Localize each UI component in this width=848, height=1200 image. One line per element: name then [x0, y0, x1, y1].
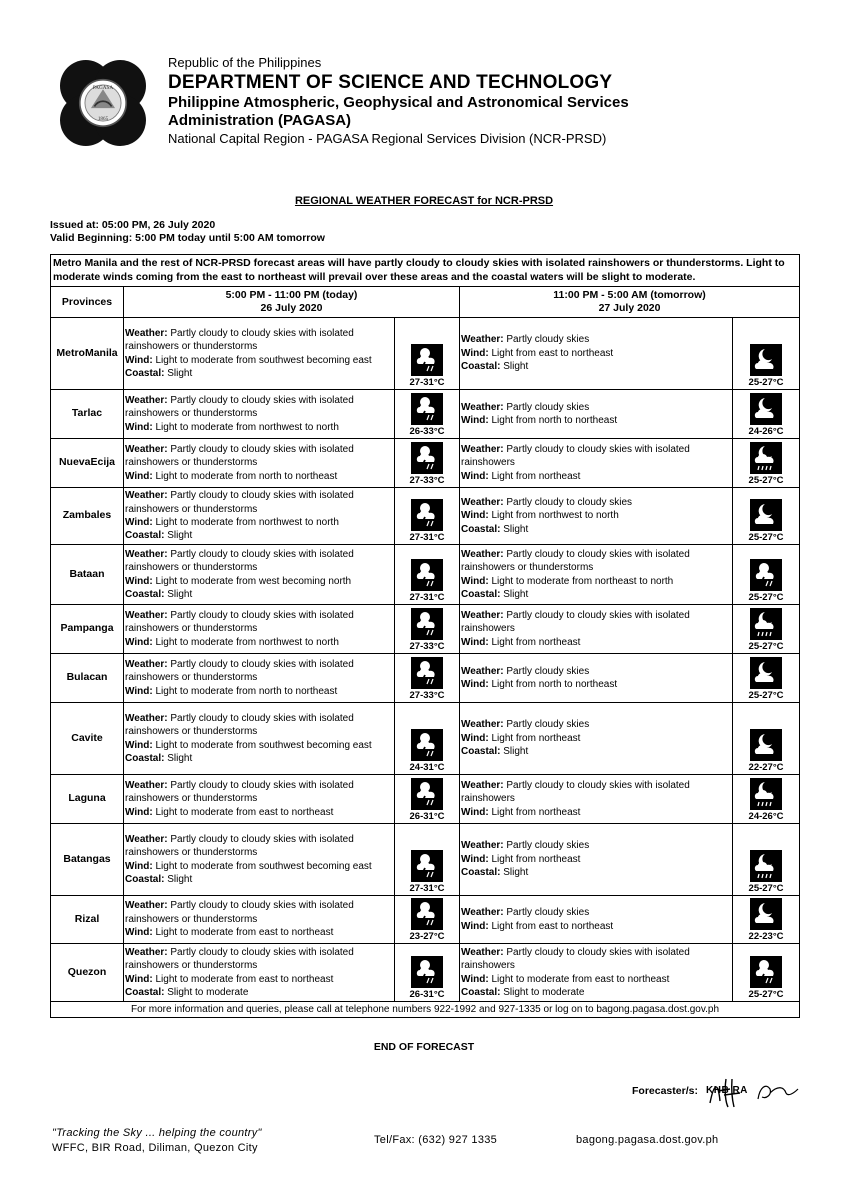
- partly-cloudy-night-icon: [733, 499, 799, 531]
- weather-line: Weather: Partly cloudy to cloudy skies with isolated rainshowers or thunderstorms: [125, 833, 354, 859]
- weather-line: Weather: Partly cloudy to cloudy skies with isolated rainshowers or thunderstorms: [125, 443, 354, 469]
- rainshower-night-icon: [733, 442, 799, 474]
- weather-line: Weather: Partly cloudy to cloudy skies with isolated rainshowers: [461, 609, 690, 635]
- bottom-tagline: [52, 1126, 262, 1156]
- period1-temp: 26-31°C: [409, 811, 445, 822]
- period2-icon-cell: [733, 390, 800, 439]
- period2-forecast: [460, 775, 733, 824]
- period2-temp: 25-27°C: [748, 641, 784, 652]
- province-row: [51, 605, 800, 654]
- issued-at: Issued at: 05:00 PM, 26 July 2020: [50, 219, 216, 231]
- province-name: Bataan: [51, 545, 124, 605]
- wind-line: Wind: Light to moderate from northwest to north: [125, 517, 339, 528]
- valid-beginning: Valid Beginning: 5:00 PM today until 5:00 AM tomorrow: [50, 232, 325, 244]
- period1-icon-cell: [395, 944, 460, 1002]
- period2-temp: 25-27°C: [748, 475, 784, 486]
- period2-icon-cell: [733, 545, 800, 605]
- wind-line: Wind: Light from northeast: [461, 853, 581, 865]
- svg-text:1865: 1865: [97, 116, 109, 123]
- wind-line: Wind: Light to moderate from southwest becoming east: [125, 354, 372, 366]
- weather-line: Weather: Partly cloudy to cloudy skies with isolated rainshowers or thunderstorms: [125, 394, 354, 420]
- coastal-line: Coastal: Slight: [461, 746, 529, 758]
- coastal-line: Coastal: Slight: [125, 873, 193, 885]
- forecaster-signature: [700, 1073, 804, 1113]
- svg-text:PAGASA: PAGASA: [92, 85, 114, 92]
- weather-line: Weather: Partly cloudy to cloudy skies with isolated rainshowers or thunderstorms: [125, 490, 354, 515]
- period2-icon-cell: [733, 824, 800, 896]
- coastal-line: Coastal: Slight to moderate: [461, 986, 585, 998]
- province-row: [51, 545, 800, 605]
- province-name: Pampanga: [51, 605, 124, 654]
- weather-line: Weather: Partly cloudy skies: [461, 840, 590, 852]
- province-name: Zambales: [51, 488, 124, 545]
- coastal-line: Coastal: Slight: [125, 530, 193, 542]
- period2-temp: 22-27°C: [748, 762, 784, 773]
- motto: "Tracking the Sky ... helping the country": [52, 1127, 262, 1139]
- period1-icon-cell: [395, 824, 460, 896]
- thunderstorm-icon: [395, 850, 459, 882]
- weather-line: Weather: Partly cloudy to cloudy skies with isolated rainshowers or thunderstorms: [125, 548, 354, 574]
- period1-temp: 27-33°C: [409, 475, 445, 486]
- weather-line: Weather: Partly cloudy to cloudy skies with isolated rainshowers or thunderstorms: [461, 548, 690, 574]
- weather-line: Weather: Partly cloudy to cloudy skies with isolated rainshowers: [461, 946, 690, 972]
- weather-line: Weather: Partly cloudy to cloudy skies with isolated rainshowers or thunderstorms: [125, 779, 354, 805]
- rainshower-night-icon: [733, 850, 799, 882]
- period1-icon-cell: [395, 896, 460, 944]
- province-row: [51, 824, 800, 896]
- period1-icon-cell: [395, 318, 460, 390]
- period2-icon-cell: [733, 654, 800, 703]
- weather-line: Weather: Partly cloudy to cloudy skies with isolated rainshowers: [461, 779, 690, 805]
- wind-line: Wind: Light from northeast: [461, 806, 581, 818]
- period1-icon-cell: [395, 545, 460, 605]
- period2-forecast: [460, 944, 733, 1002]
- page-title: REGIONAL WEATHER FORECAST for NCR-PRSD: [294, 195, 554, 207]
- period2-forecast: [460, 824, 733, 896]
- period1-header: 5:00 PM - 11:00 PM (today) 26 July 2020: [124, 287, 460, 318]
- weather-line: Weather: Partly cloudy to cloudy skies with isolated rainshowers or thunderstorms: [125, 712, 354, 738]
- partly-cloudy-night-icon: [733, 898, 799, 930]
- issue-info: [50, 219, 325, 245]
- period2-icon-cell: [733, 944, 800, 1002]
- footer-note: For more information and queries, please call at telephone numbers 922-1992 and 927-1335 or log on to bagong.pagasa.dost.gov.ph: [51, 1002, 800, 1018]
- period1-forecast: [124, 944, 395, 1002]
- province-row: [51, 318, 800, 390]
- weather-line: Weather: Partly cloudy skies: [461, 334, 590, 346]
- partly-cloudy-night-icon: [733, 344, 799, 376]
- period2-forecast: [460, 488, 733, 545]
- thunderstorm-icon: [395, 778, 459, 810]
- coastal-line: Coastal: Slight to moderate: [125, 986, 249, 998]
- period2-forecast: [460, 703, 733, 775]
- thunderstorm-icon: [395, 898, 459, 930]
- partly-cloudy-night-icon: [733, 729, 799, 761]
- period2-icon-cell: [733, 896, 800, 944]
- provinces-header: Provinces: [51, 287, 124, 318]
- rainshower-night-icon: [733, 778, 799, 810]
- period1-forecast: [124, 605, 395, 654]
- thunderstorm-icon: [395, 499, 459, 531]
- period1-icon-cell: [395, 654, 460, 703]
- wind-line: Wind: Light to moderate from west becoming north: [125, 575, 352, 587]
- wind-line: Wind: Light from east to northeast: [461, 920, 614, 932]
- thunderstorm-icon: [395, 344, 459, 376]
- period1-forecast: [124, 390, 395, 439]
- period1-forecast: [124, 824, 395, 896]
- period2-icon-cell: [733, 775, 800, 824]
- telephone: Tel/Fax: (632) 927 1335: [374, 1134, 498, 1146]
- wind-line: Wind: Light to moderate from east to northeast: [125, 927, 334, 939]
- period2-icon-cell: [733, 318, 800, 390]
- coastal-line: Coastal: Slight: [461, 867, 529, 879]
- period2-temp: 25-27°C: [748, 690, 784, 701]
- period2-forecast: [460, 896, 733, 944]
- letterhead: [168, 55, 708, 146]
- province-name: NuevaEcija: [51, 439, 124, 488]
- thunderstorm-icon: [395, 393, 459, 425]
- province-name: Quezon: [51, 944, 124, 1002]
- pagasa-logo: [60, 60, 146, 146]
- period2-icon-cell: [733, 703, 800, 775]
- thunderstorm-icon: [395, 729, 459, 761]
- wind-line: Wind: Light from northeast: [461, 732, 581, 744]
- weather-line: Weather: Partly cloudy to cloudy skies with isolated rainshowers or thunderstorms: [125, 900, 354, 925]
- wind-line: Wind: Light from north to northeast: [461, 679, 618, 690]
- thunderstorm-icon: [395, 608, 459, 640]
- wind-line: Wind: Light to moderate from northeast to north: [461, 575, 674, 587]
- province-name: Bulacan: [51, 654, 124, 703]
- wind-line: Wind: Light to moderate from northwest to north: [125, 421, 339, 433]
- wind-line: Wind: Light from northwest to north: [461, 510, 619, 522]
- period1-temp: 27-31°C: [409, 883, 445, 894]
- forecast-table: [50, 254, 800, 1018]
- period1-icon-cell: [395, 390, 460, 439]
- period1-forecast: [124, 703, 395, 775]
- thunderstorm-icon: [395, 657, 459, 689]
- weather-line: Weather: Partly cloudy skies: [461, 907, 590, 919]
- weather-line: Weather: Partly cloudy to cloudy skies with isolated rainshowers or thunderstorms: [125, 609, 354, 635]
- wind-line: Wind: Light to moderate from southwest becoming east: [125, 860, 372, 872]
- partly-cloudy-night-icon: [733, 657, 799, 689]
- province-name: Tarlac: [51, 390, 124, 439]
- rainshower-night-icon: [733, 608, 799, 640]
- wind-line: Wind: Light to moderate from northwest to north: [125, 636, 339, 648]
- province-row: [51, 703, 800, 775]
- weather-line: Weather: Partly cloudy to cloudy skies with isolated rainshowers: [461, 443, 690, 469]
- period1-temp: 27-31°C: [409, 377, 445, 388]
- province-name: MetroManila: [51, 318, 124, 390]
- period1-temp: 24-31°C: [409, 762, 445, 773]
- weather-line: Weather: Partly cloudy to cloudy skies with isolated rainshowers or thunderstorms: [125, 946, 354, 972]
- period1-icon-cell: [395, 488, 460, 545]
- province-name: Rizal: [51, 896, 124, 944]
- thunderstorm-icon: [395, 559, 459, 591]
- wind-line: Wind: Light from north to northeast: [461, 415, 618, 426]
- period1-temp: 27-33°C: [409, 690, 445, 701]
- period2-temp: 25-27°C: [748, 592, 784, 603]
- period1-forecast: [124, 439, 395, 488]
- period2-forecast: [460, 390, 733, 439]
- coastal-line: Coastal: Slight: [461, 361, 529, 373]
- coastal-line: Coastal: Slight: [125, 752, 193, 764]
- period1-temp: 27-31°C: [409, 532, 445, 543]
- thunderstorm-icon: [733, 956, 799, 988]
- weather-line: Weather: Partly cloudy skies: [461, 401, 590, 413]
- period2-icon-cell: [733, 439, 800, 488]
- coastal-line: Coastal: Slight: [461, 588, 529, 600]
- period1-temp: 26-33°C: [409, 426, 445, 437]
- partly-cloudy-night-icon: [733, 393, 799, 425]
- agency-name: Philippine Atmospheric, Geophysical and Astronomical Services Administration (PAGASA): [168, 94, 629, 130]
- thunderstorm-icon: [395, 956, 459, 988]
- period1-temp: 23-27°C: [409, 931, 445, 942]
- period1-forecast: [124, 775, 395, 824]
- period1-forecast: [124, 896, 395, 944]
- wind-line: Wind: Light to moderate from southwest becoming east: [125, 739, 372, 751]
- province-row: [51, 775, 800, 824]
- period1-forecast: [124, 318, 395, 390]
- thunderstorm-icon: [733, 559, 799, 591]
- province-row: [51, 654, 800, 703]
- period1-temp: 27-31°C: [409, 592, 445, 603]
- period2-temp: 25-27°C: [748, 377, 784, 388]
- wind-line: Wind: Light from east to northeast: [461, 347, 614, 359]
- weather-line: Weather: Partly cloudy to cloudy skies: [461, 496, 633, 508]
- period1-forecast: [124, 654, 395, 703]
- period1-icon-cell: [395, 439, 460, 488]
- forecaster-label: Forecaster/s:: [632, 1085, 698, 1097]
- period2-icon-cell: [733, 605, 800, 654]
- division-name: National Capital Region - PAGASA Regional Services Division (NCR-PRSD): [168, 130, 607, 146]
- period2-forecast: [460, 605, 733, 654]
- period2-forecast: [460, 654, 733, 703]
- coastal-line: Coastal: Slight: [125, 588, 193, 600]
- coastal-line: Coastal: Slight: [461, 523, 529, 535]
- forecast-summary: Metro Manila and the rest of NCR-PRSD forecast areas will have partly cloudy to cloudy skies with isolated rainshowers or thunderstorms. Light to moderate winds coming from the east to northeast will prevail over these areas and the coastal waters will be slight to moderate.: [51, 255, 800, 287]
- period2-temp: 25-27°C: [748, 989, 784, 1000]
- province-row: [51, 488, 800, 545]
- period1-forecast: [124, 545, 395, 605]
- wind-line: Wind: Light to moderate from north to northeast: [125, 685, 338, 697]
- period2-temp: 22-23°C: [748, 931, 784, 942]
- forecaster-names: KHB RA: [706, 1085, 748, 1096]
- address: WFFC, BIR Road, Diliman, Quezon City: [52, 1142, 258, 1154]
- department-name: DEPARTMENT OF SCIENCE AND TECHNOLOGY: [168, 71, 613, 93]
- weather-line: Weather: Partly cloudy skies: [461, 719, 590, 731]
- province-name: Batangas: [51, 824, 124, 896]
- republic-line: Republic of the Philippines: [168, 55, 322, 70]
- wind-line: Wind: Light to moderate from north to northeast: [125, 470, 338, 482]
- province-row: [51, 439, 800, 488]
- period1-temp: 27-33°C: [409, 641, 445, 652]
- period2-temp: 25-27°C: [748, 532, 784, 543]
- province-name: Laguna: [51, 775, 124, 824]
- weather-line: Weather: Partly cloudy skies: [461, 665, 590, 677]
- period1-icon-cell: [395, 703, 460, 775]
- period2-temp: 24-26°C: [748, 426, 784, 437]
- period2-temp: 24-26°C: [748, 811, 784, 822]
- website: bagong.pagasa.dost.gov.ph: [576, 1134, 719, 1146]
- period2-temp: 25-27°C: [748, 883, 784, 894]
- end-of-forecast: END OF FORECAST: [373, 1041, 475, 1053]
- period1-forecast: [124, 488, 395, 545]
- province-row: [51, 896, 800, 944]
- period1-icon-cell: [395, 605, 460, 654]
- period2-forecast: [460, 439, 733, 488]
- period1-icon-cell: [395, 775, 460, 824]
- weather-line: Weather: Partly cloudy to cloudy skies with isolated rainshowers or thunderstorms: [125, 658, 354, 684]
- period2-forecast: [460, 545, 733, 605]
- province-name: Cavite: [51, 703, 124, 775]
- period2-icon-cell: [733, 488, 800, 545]
- period1-temp: 26-31°C: [409, 989, 445, 1000]
- wind-line: Wind: Light from northeast: [461, 470, 581, 482]
- thunderstorm-icon: [395, 442, 459, 474]
- weather-line: Weather: Partly cloudy to cloudy skies with isolated rainshowers or thunderstorms: [125, 327, 354, 353]
- period2-header: 11:00 PM - 5:00 AM (tomorrow) 27 July 2020: [460, 287, 800, 318]
- wind-line: Wind: Light from northeast: [461, 636, 581, 648]
- wind-line: Wind: Light to moderate from east to northeast: [461, 973, 670, 985]
- province-row: [51, 390, 800, 439]
- wind-line: Wind: Light to moderate from east to northeast: [125, 806, 334, 818]
- province-row: [51, 944, 800, 1002]
- period2-forecast: [460, 318, 733, 390]
- coastal-line: Coastal: Slight: [125, 367, 193, 379]
- wind-line: Wind: Light to moderate from east to northeast: [125, 973, 334, 985]
